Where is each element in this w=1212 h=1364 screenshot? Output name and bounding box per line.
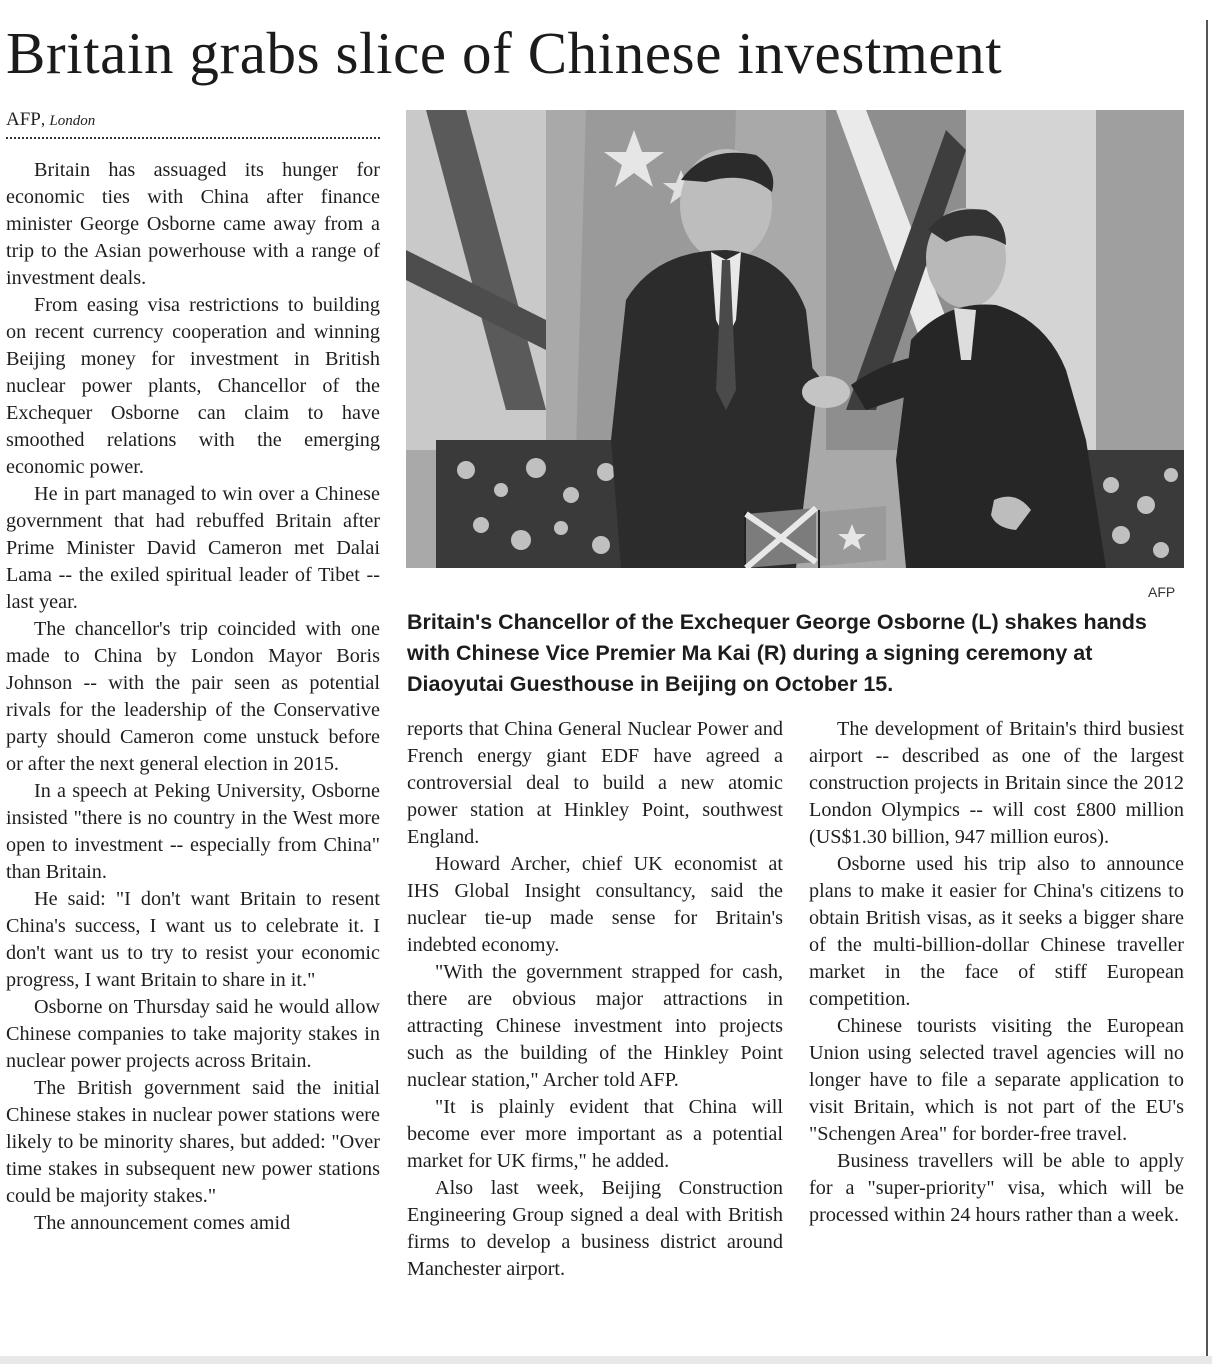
- paragraph: Business travellers will be able to apply for a "super-priority" visa, which will be processed within 24 hours rather than a week.: [809, 1150, 1184, 1226]
- headline: Britain grabs slice of Chinese investment: [6, 20, 1003, 86]
- byline-location: London: [49, 113, 96, 129]
- paragraph: In a speech at Peking University, Osborne insisted "there is no country in the West more open to investment -- especially from China" than Britain.: [6, 780, 380, 883]
- paragraph: reports that China General Nuclear Power and French energy giant EDF have agreed a controversial deal to build a new atomic power station at Hinkley Point, southwest England.: [407, 718, 783, 848]
- paragraph: He in part managed to win over a Chinese government that had rebuffed Britain after Prime Minister David Cameron met Dalai Lama -- the exiled spiritual leader of Tibet -- last year.: [6, 483, 380, 613]
- paragraph: The chancellor's trip coincided with one made to China by London Mayor Boris Johnson -- with the pair seen as potential rivals for the leadership of the Conservative party should Cameron come unstuck before or after the next general election in 2015.: [6, 618, 380, 775]
- paragraph: Chinese tourists visiting the European Union using selected travel agencies will no longer have to file a separate application to visit Britain, which is not part of the EU's "Schengen Area" for border-free travel.: [809, 1015, 1184, 1145]
- photo-caption: Britain's Chancellor of the Exchequer George Osborne (L) shakes hands with Chinese Vice Premier Ma Kai (R) during a signing ceremony at Diaoyutai Guesthouse in Beijing on October 15.: [407, 610, 1147, 696]
- news-photo: [406, 110, 1184, 568]
- paragraph: Osborne on Thursday said he would allow Chinese companies to take majority stakes in nuclear power projects across Britain.: [6, 996, 380, 1072]
- paragraph: The development of Britain's third busiest airport -- described as one of the largest construction projects in Britain since the 2012 London Olympics -- will cost £800 million (US$1.30 billion, 947 million euros).: [809, 718, 1184, 848]
- paragraph: He said: "I don't want Britain to resent China's success, I want us to celebrate it. I don't want us to try to resist your economic progress, I want Britain to share in it.": [6, 888, 380, 991]
- byline-source: AFP: [6, 109, 41, 130]
- byline: AFP, London: [6, 109, 96, 130]
- paragraph: The British government said the initial Chinese stakes in nuclear power stations were likely to be minority shares, but added: "Over time stakes in subsequent new power stations could be majority stakes.": [6, 1077, 380, 1207]
- page-edge-rule: [1206, 20, 1208, 1360]
- paragraph: Also last week, Beijing Construction Engineering Group signed a deal with British firms to develop a business district around Manchester airport.: [407, 1177, 783, 1280]
- paragraph: The announcement comes amid: [34, 1212, 291, 1234]
- paragraph: Osborne used his trip also to announce plans to make it easier for China's citizens to obtain British visas, as it seeks a bigger share of the multi-billion-dollar Chinese traveller market in the face of stiff European competition.: [809, 853, 1184, 1010]
- article-column-3: [809, 716, 1184, 1229]
- article-column-2: [407, 716, 783, 1283]
- byline-divider: [6, 137, 380, 139]
- paragraph: From easing visa restrictions to building on recent currency cooperation and winning Beijing money for investment in British nuclear power plants, Chancellor of the Exchequer Osborne can claim to have smoothed relations with the emerging economic power.: [6, 294, 380, 478]
- photo-credit: AFP: [1148, 584, 1176, 600]
- paragraph: Howard Archer, chief UK economist at IHS Global Insight consultancy, said the nuclear tie-up made sense for Britain's indebted economy.: [407, 853, 783, 956]
- paragraph: Britain has assuaged its hunger for economic ties with China after finance minister George Osborne came away from a trip to the Asian powerhouse with a range of investment deals.: [6, 159, 380, 289]
- paragraph: "It is plainly evident that China will become ever more important as a potential market for UK firms," he added.: [407, 1096, 783, 1172]
- paragraph: "With the government strapped for cash, there are obvious major attractions in attracting Chinese investment into projects such as the building of the Hinkley Point nuclear station," Archer told AFP.: [407, 961, 783, 1091]
- article-column-1: [6, 157, 380, 1237]
- page-bottom-strip: [0, 1356, 1212, 1364]
